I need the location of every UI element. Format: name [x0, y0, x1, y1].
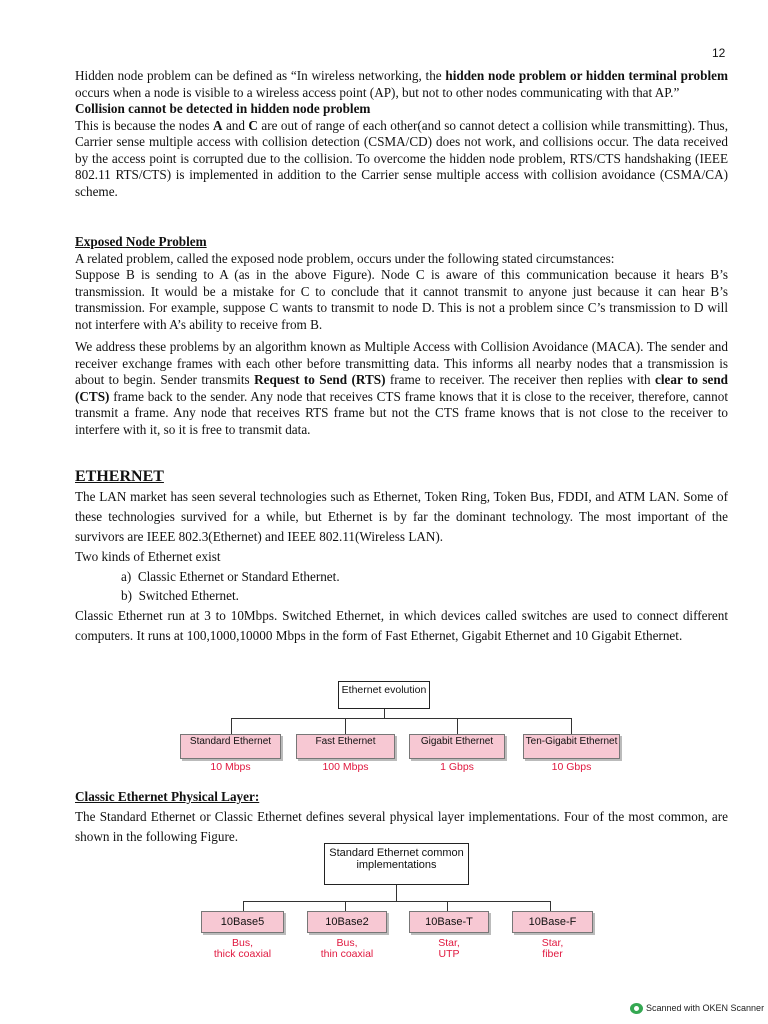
topology-label: Bus,: [231, 937, 253, 949]
classic-heading: Classic Ethernet Physical Layer:: [75, 789, 260, 804]
list-item: b) Switched Ethernet.: [121, 588, 239, 603]
ethernet-section: [75, 467, 728, 646]
connector: [231, 718, 232, 734]
ethernet-intro: The LAN market has seen several technologies such as Ethernet, Token Ring, Token Bus, FDDI, and ATM LAN. Some of these technologies survived for a while, but Ethernet is by far the dominant technology. The most important of the survivors are IEEE 802.3(Ethernet) and IEEE 802.11(Wireless LAN).: [75, 489, 728, 544]
text-run: frame back to the sender. Any node that receives CTS frame knows that it is close to the receiver, therefore, cannot transmit a frame. Any node that receives RTS frame but not the CTS frame knows that is not close to the receiver to interfere with it, so it is free to transmit data.: [75, 388, 728, 437]
diagram-leaf-box: Fast Ethernet: [296, 734, 395, 759]
diagram-leaf-box: Gigabit Ethernet: [409, 734, 505, 759]
medium-label: fiber: [542, 948, 563, 960]
topology-label: Star,: [541, 937, 564, 949]
connector: [243, 901, 550, 902]
text-run: are out of range of each other(and so cannot detect a collision while transmitting). Thus, Carrier sense multiple access with collision detection (CSMA/CD) does not work, and collisions occur. The data received by the access point is corrupted due to the collision. To overcome the hidden node problem, RTS/CTS handshaking (IEEE 802.11 RTS/CTS) is implemented in addition to the Carrier sense multiple access with collision avoidance (CSMA/CA) scheme.: [75, 117, 728, 199]
speed-label: 100 Mbps: [322, 761, 369, 773]
connector: [345, 718, 346, 734]
classic-switched-paragraph: Classic Ethernet run at 3 to 10Mbps. Switched Ethernet, in which devices called switches are used to connect different computers. It runs at 100,1000,10000 Mbps in the form of Fast Ethernet, Gigabit Ethernet and 10 Gigabit Ethernet.: [75, 607, 728, 643]
speed-label: 10 Mbps: [210, 761, 251, 773]
exposed-heading: Exposed Node Problem: [75, 234, 207, 249]
text-run: and: [222, 117, 249, 133]
ethernet-kinds: Two kinds of Ethernet exist: [75, 549, 221, 564]
scanner-logo-icon: [630, 1003, 643, 1014]
exposed-paragraph: Suppose B is sending to A (as in the above Figure). Node C is aware of this communication because it hears B’s transmission. It would be a mistake for C to conclude that it cannot transmit to anyone just because it can hear B’s transmission. For example, suppose C wants to transmit to node D. This is not a problem since C’s transmission to D will not interfere with A’s ability to receive from B.: [75, 267, 728, 332]
diagram-leaf-box: Ten-Gigabit Ethernet: [523, 734, 620, 759]
speed-label: 1 Gbps: [440, 761, 474, 773]
medium-label: thick coaxial: [213, 948, 272, 960]
speed-label: 10 Gbps: [551, 761, 592, 773]
diagram-leaf-box: 10Base-T: [409, 911, 489, 933]
text-run: frame to receiver. The receiver then replies with: [385, 372, 656, 387]
text-run: Hidden node problem can be defined as “In wireless networking, the: [75, 68, 446, 83]
connector: [396, 885, 397, 901]
topology-label: Bus,: [336, 937, 358, 949]
bold-term: A: [212, 117, 223, 133]
scanner-text: Scanned with OKEN Scanner: [646, 1003, 765, 1013]
text-run: This is because the nodes: [75, 117, 213, 133]
topology-label: Star,: [438, 937, 460, 949]
diagram-leaf-box: 10Base-F: [512, 911, 593, 933]
exposed-intro: A related problem, called the exposed node problem, occurs under the following stated circumstances:: [75, 250, 615, 266]
exposed-node-section: [75, 234, 728, 438]
scanner-watermark: [630, 1003, 764, 1014]
connector: [345, 901, 346, 911]
connector: [447, 901, 448, 911]
medium-label: thin coaxial: [320, 948, 374, 960]
diagram-leaf-box: 10Base5: [201, 911, 284, 933]
diagram-leaf-box: Standard Ethernet: [180, 734, 281, 759]
bold-term: hidden node problem or hidden terminal problem: [445, 68, 728, 83]
diagram-root-box: Ethernet evolution: [338, 681, 430, 709]
text-run: occurs when a node is visible to a wireless access point (AP), but not to other nodes communicating with that AP.”: [75, 84, 680, 100]
bold-term: clear to send (CTS): [75, 372, 729, 404]
connector: [550, 901, 551, 911]
bold-term: C: [248, 117, 258, 133]
connector: [571, 718, 572, 734]
connector: [231, 718, 571, 719]
collision-paragraph: [75, 118, 728, 201]
page-number: 12: [712, 46, 726, 60]
diagram-root-box: Standard Ethernet common implementations: [324, 843, 469, 885]
diagram-leaf-box: 10Base2: [307, 911, 387, 933]
medium-label: UTP: [438, 948, 460, 960]
bold-term: Request to Send (RTS): [254, 372, 386, 387]
hidden-node-section: [75, 68, 728, 200]
hidden-node-definition: [75, 68, 728, 101]
ethernet-kinds-list: [75, 569, 728, 605]
classic-paragraph: The Standard Ethernet or Classic Ethernet defines several physical layer implementations. Four of the most common, are shown in the following Figure.: [75, 808, 728, 844]
ethernet-heading: ETHERNET: [75, 468, 164, 485]
connector: [243, 901, 244, 911]
connector: [384, 709, 385, 718]
connector: [457, 718, 458, 734]
collision-heading: Collision cannot be detected in hidden node problem: [75, 101, 371, 116]
list-item: a) Classic Ethernet or Standard Ethernet.: [121, 568, 340, 584]
maca-paragraph: [75, 339, 728, 438]
classic-ethernet-section: [75, 789, 728, 847]
text-run: We address these problems by an algorithm known as Multiple Access with Collision Avoidance (MACA). The sender and receiver exchange frames with each other before transmitting data. This informs all nearby nodes that a transmission is about to begin. Sender transmits: [75, 339, 728, 387]
